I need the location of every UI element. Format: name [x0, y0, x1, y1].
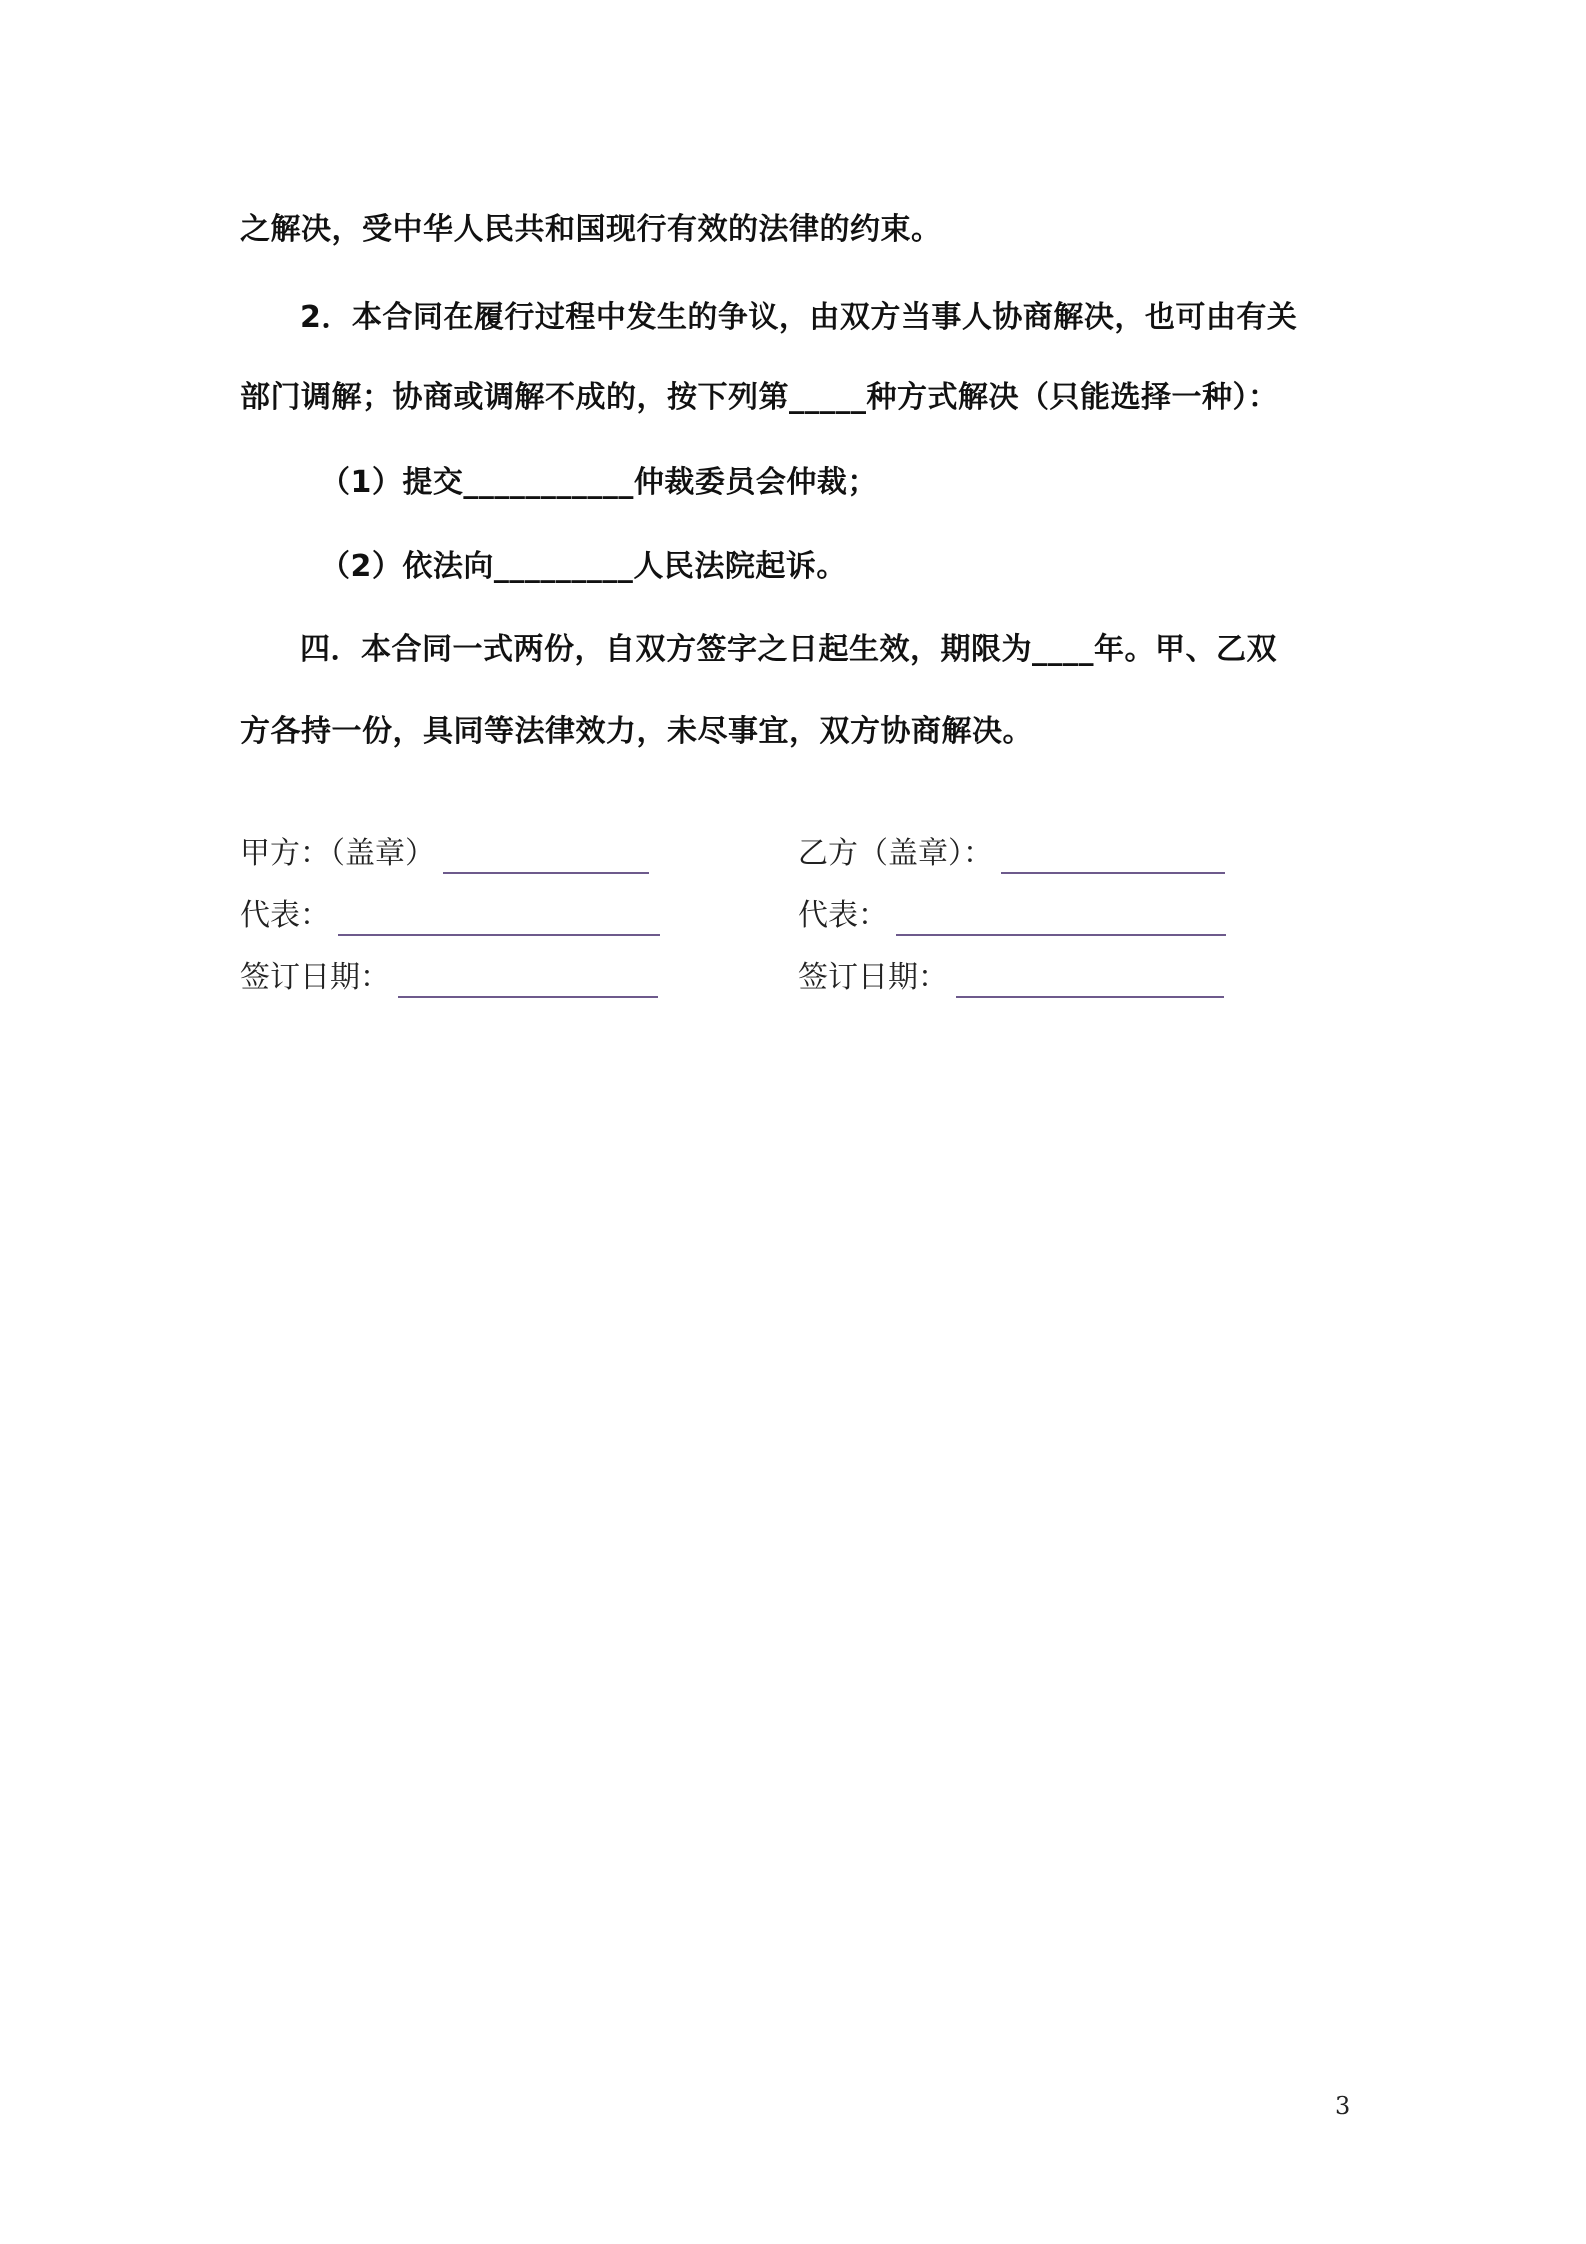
party-b-rep-line [896, 904, 1226, 936]
page-number: 3 [1335, 2092, 1351, 2120]
party-a-rep-line [338, 904, 660, 936]
body-line-7: 方各持一份，具同等法律效力，未尽事宜，双方协商解决。 [240, 714, 1033, 749]
body-line-4: （1）提交___________仲裁委员会仲裁； [320, 465, 878, 500]
party-b-seal-label: 乙方（盖章）： [798, 836, 993, 871]
body-line-5: （2）依法向_________人民法院起诉。 [320, 549, 847, 584]
party-a-date-label: 签订日期： [240, 960, 390, 995]
party-a-seal-label: 甲方：（盖章） [240, 836, 435, 871]
party-b-rep-field [798, 896, 1226, 936]
party-b-seal-field [798, 834, 1225, 874]
party-b-date-line [956, 966, 1224, 998]
party-a-seal-line [443, 842, 649, 874]
party-a-date-field [240, 958, 658, 998]
party-b-seal-line [1001, 842, 1225, 874]
party-b-date-field [798, 958, 1224, 998]
party-a-date-line [398, 966, 658, 998]
party-a-seal-field [240, 834, 649, 874]
party-a-rep-field [240, 896, 660, 936]
party-a-rep-label: 代表： [240, 898, 330, 933]
body-line-1: 之解决，受中华人民共和国现行有效的法律的约束。 [240, 212, 942, 247]
body-line-6: 四．本合同一式两份，自双方签字之日起生效，期限为____年。甲、乙双 [300, 632, 1277, 667]
party-b-rep-label: 代表： [798, 898, 888, 933]
body-line-2: 2．本合同在履行过程中发生的争议，由双方当事人协商解决，也可由有关 [300, 300, 1298, 335]
body-line-3: 部门调解；协商或调解不成的，按下列第_____种方式解决（只能选择一种）： [240, 380, 1279, 415]
party-b-date-label: 签订日期： [798, 960, 948, 995]
